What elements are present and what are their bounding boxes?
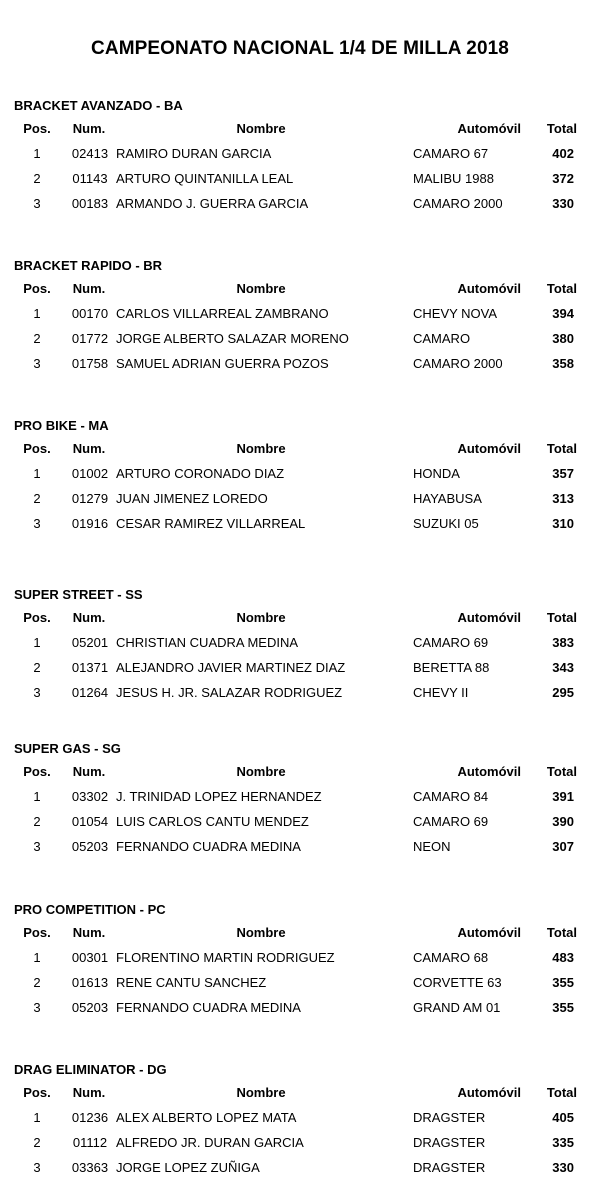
column-header-total: Total: [546, 764, 577, 779]
column-header-pos: Pos.: [23, 925, 51, 940]
column-header-car: Automóvil: [457, 121, 521, 136]
column-header-car: Automóvil: [457, 925, 521, 940]
cell-num: 05203: [71, 839, 109, 854]
table-row: [0, 516, 600, 534]
cell-pos: 3: [33, 839, 41, 854]
table-row: [0, 789, 600, 807]
cell-total: 358: [552, 356, 574, 371]
cell-total: 372: [552, 171, 574, 186]
column-header-name: Nombre: [236, 121, 286, 136]
column-header-num: Num.: [72, 925, 106, 940]
cell-car: NEON: [413, 839, 451, 854]
column-header-car: Automóvil: [457, 1085, 521, 1100]
table-row: [0, 635, 600, 653]
cell-num: 00301: [71, 950, 109, 965]
table-row: [0, 331, 600, 349]
cell-total: 343: [552, 660, 574, 675]
cell-num: 01054: [71, 814, 109, 829]
cell-pos: 1: [33, 306, 41, 321]
cell-name: ARTURO CORONADO DIAZ: [116, 466, 285, 481]
cell-num: 01002: [71, 466, 109, 481]
cell-car: CAMARO 68: [413, 950, 489, 965]
cell-name: CESAR RAMIREZ VILLARREAL: [116, 516, 306, 531]
cell-total: 405: [552, 1110, 574, 1125]
column-header-num: Num.: [72, 1085, 106, 1100]
column-header-car: Automóvil: [457, 610, 521, 625]
cell-pos: 2: [33, 1135, 41, 1150]
cell-pos: 1: [33, 950, 41, 965]
column-header-total: Total: [546, 441, 577, 456]
table-row: [0, 196, 600, 214]
cell-name: J. TRINIDAD LOPEZ HERNANDEZ: [116, 789, 322, 804]
cell-name: ALFREDO JR. DURAN GARCIA: [116, 1135, 304, 1150]
cell-pos: 3: [33, 685, 41, 700]
cell-num: 01371: [71, 660, 109, 675]
cell-name: RAMIRO DURAN GARCIA: [116, 146, 272, 161]
column-header-num: Num.: [72, 441, 106, 456]
column-header-pos: Pos.: [23, 281, 51, 296]
category-title: DRAG ELIMINATOR - DG: [14, 1062, 167, 1077]
column-header-car: Automóvil: [457, 281, 521, 296]
cell-car: CAMARO 69: [413, 635, 489, 650]
cell-car: GRAND AM 01: [413, 1000, 501, 1015]
cell-total: 335: [552, 1135, 574, 1150]
cell-pos: 2: [33, 660, 41, 675]
cell-car: HONDA: [413, 466, 460, 481]
cell-name: FERNANDO CUADRA MEDINA: [116, 1000, 301, 1015]
category-title: SUPER GAS - SG: [14, 741, 121, 756]
cell-name: JESUS H. JR. SALAZAR RODRIGUEZ: [116, 685, 343, 700]
cell-total: 295: [552, 685, 574, 700]
column-header-total: Total: [546, 281, 577, 296]
cell-num: 00183: [71, 196, 109, 211]
cell-car: MALIBU 1988: [413, 171, 494, 186]
table-row: [0, 950, 600, 968]
cell-pos: 1: [33, 1110, 41, 1125]
cell-name: ARMANDO J. GUERRA GARCIA: [116, 196, 309, 211]
table-row: [0, 814, 600, 832]
cell-pos: 2: [33, 171, 41, 186]
table-row: [0, 306, 600, 324]
cell-total: 313: [552, 491, 574, 506]
cell-name: JUAN JIMENEZ LOREDO: [116, 491, 268, 506]
cell-pos: 2: [33, 975, 41, 990]
cell-name: ALEX ALBERTO LOPEZ MATA: [116, 1110, 297, 1125]
cell-total: 402: [552, 146, 574, 161]
cell-pos: 3: [33, 516, 41, 531]
cell-total: 383: [552, 635, 574, 650]
table-row: [0, 1110, 600, 1128]
cell-name: CHRISTIAN CUADRA MEDINA: [116, 635, 299, 650]
column-header-name: Nombre: [236, 764, 286, 779]
cell-car: DRAGSTER: [413, 1160, 486, 1175]
table-header: [0, 281, 600, 299]
column-header-car: Automóvil: [457, 764, 521, 779]
cell-pos: 1: [33, 146, 41, 161]
cell-car: HAYABUSA: [413, 491, 482, 506]
cell-num: 01758: [71, 356, 109, 371]
cell-pos: 2: [33, 331, 41, 346]
cell-pos: 3: [33, 196, 41, 211]
column-header-pos: Pos.: [23, 610, 51, 625]
cell-name: JORGE ALBERTO SALAZAR MORENO: [116, 331, 349, 346]
page-title: CAMPEONATO NACIONAL 1/4 DE MILLA 2018: [91, 38, 509, 59]
cell-car: DRAGSTER: [413, 1110, 486, 1125]
table-header: [0, 1085, 600, 1103]
table-row: [0, 356, 600, 374]
cell-car: CAMARO 67: [413, 146, 489, 161]
cell-num: 01613: [71, 975, 109, 990]
cell-total: 391: [552, 789, 574, 804]
cell-num: 01143: [72, 171, 108, 186]
table-row: [0, 171, 600, 189]
table-row: [0, 1135, 600, 1153]
column-header-pos: Pos.: [23, 441, 51, 456]
table-header: [0, 610, 600, 628]
cell-car: CAMARO 2000: [413, 356, 503, 371]
category-title: BRACKET AVANZADO - BA: [14, 98, 183, 113]
table-header: [0, 925, 600, 943]
table-header: [0, 764, 600, 782]
column-header-pos: Pos.: [23, 1085, 51, 1100]
cell-pos: 1: [33, 466, 41, 481]
cell-total: 330: [552, 196, 574, 211]
cell-num: 01236: [71, 1110, 109, 1125]
table-row: [0, 660, 600, 678]
table-row: [0, 491, 600, 509]
cell-total: 310: [552, 516, 574, 531]
cell-car: CAMARO 69: [413, 814, 489, 829]
table-row: [0, 466, 600, 484]
cell-total: 355: [552, 1000, 574, 1015]
column-header-num: Num.: [72, 610, 106, 625]
table-row: [0, 685, 600, 703]
cell-num: 05201: [71, 635, 109, 650]
cell-total: 357: [552, 466, 574, 481]
cell-name: FLORENTINO MARTIN RODRIGUEZ: [116, 950, 335, 965]
cell-car: CAMARO: [413, 331, 471, 346]
column-header-total: Total: [546, 925, 577, 940]
cell-total: 355: [552, 975, 574, 990]
cell-pos: 1: [33, 635, 41, 650]
cell-num: 03302: [71, 789, 109, 804]
cell-num: 01112: [72, 1135, 108, 1150]
table-row: [0, 1000, 600, 1018]
cell-car: CORVETTE 63: [413, 975, 502, 990]
cell-name: LUIS CARLOS CANTU MENDEZ: [116, 814, 309, 829]
cell-name: ARTURO QUINTANILLA LEAL: [116, 171, 294, 186]
cell-pos: 2: [33, 814, 41, 829]
table-row: [0, 839, 600, 857]
table-row: [0, 1160, 600, 1178]
category-title: SUPER STREET - SS: [14, 587, 143, 602]
cell-name: SAMUEL ADRIAN GUERRA POZOS: [116, 356, 329, 371]
cell-name: JORGE LOPEZ ZUÑIGA: [116, 1160, 260, 1175]
column-header-num: Num.: [72, 764, 106, 779]
cell-car: CHEVY II: [413, 685, 469, 700]
category-title: PRO COMPETITION - PC: [14, 902, 166, 917]
table-header: [0, 121, 600, 139]
column-header-pos: Pos.: [23, 121, 51, 136]
column-header-total: Total: [546, 1085, 577, 1100]
column-header-num: Num.: [72, 281, 106, 296]
column-header-name: Nombre: [236, 1085, 286, 1100]
cell-num: 01772: [71, 331, 109, 346]
category-title: PRO BIKE - MA: [14, 418, 109, 433]
cell-name: FERNANDO CUADRA MEDINA: [116, 839, 301, 854]
cell-car: BERETTA 88: [413, 660, 490, 675]
cell-num: 05203: [71, 1000, 109, 1015]
cell-total: 394: [552, 306, 574, 321]
category-title: BRACKET RAPIDO - BR: [14, 258, 163, 273]
cell-name: ALEJANDRO JAVIER MARTINEZ DIAZ: [116, 660, 346, 675]
column-header-name: Nombre: [236, 925, 286, 940]
cell-total: 307: [552, 839, 574, 854]
cell-pos: 3: [33, 1000, 41, 1015]
table-header: [0, 441, 600, 459]
column-header-total: Total: [546, 610, 577, 625]
cell-num: 01916: [71, 516, 109, 531]
cell-name: RENE CANTU SANCHEZ: [116, 975, 267, 990]
column-header-total: Total: [546, 121, 577, 136]
cell-car: DRAGSTER: [413, 1135, 486, 1150]
cell-num: 02413: [71, 146, 109, 161]
cell-pos: 1: [33, 789, 41, 804]
column-header-name: Nombre: [236, 441, 286, 456]
column-header-pos: Pos.: [23, 764, 51, 779]
cell-car: SUZUKI 05: [413, 516, 479, 531]
cell-name: CARLOS VILLARREAL ZAMBRANO: [116, 306, 329, 321]
cell-total: 483: [552, 950, 574, 965]
cell-total: 380: [552, 331, 574, 346]
cell-pos: 2: [33, 491, 41, 506]
cell-car: CAMARO 84: [413, 789, 489, 804]
column-header-car: Automóvil: [457, 441, 521, 456]
column-header-num: Num.: [72, 121, 106, 136]
cell-total: 390: [552, 814, 574, 829]
table-row: [0, 146, 600, 164]
cell-num: 03363: [71, 1160, 109, 1175]
cell-num: 01264: [71, 685, 109, 700]
cell-car: CHEVY NOVA: [413, 306, 498, 321]
cell-pos: 3: [33, 356, 41, 371]
cell-num: 01279: [71, 491, 109, 506]
cell-pos: 3: [33, 1160, 41, 1175]
column-header-name: Nombre: [236, 281, 286, 296]
column-header-name: Nombre: [236, 610, 286, 625]
table-row: [0, 975, 600, 993]
cell-car: CAMARO 2000: [413, 196, 503, 211]
cell-num: 00170: [71, 306, 109, 321]
cell-total: 330: [552, 1160, 574, 1175]
